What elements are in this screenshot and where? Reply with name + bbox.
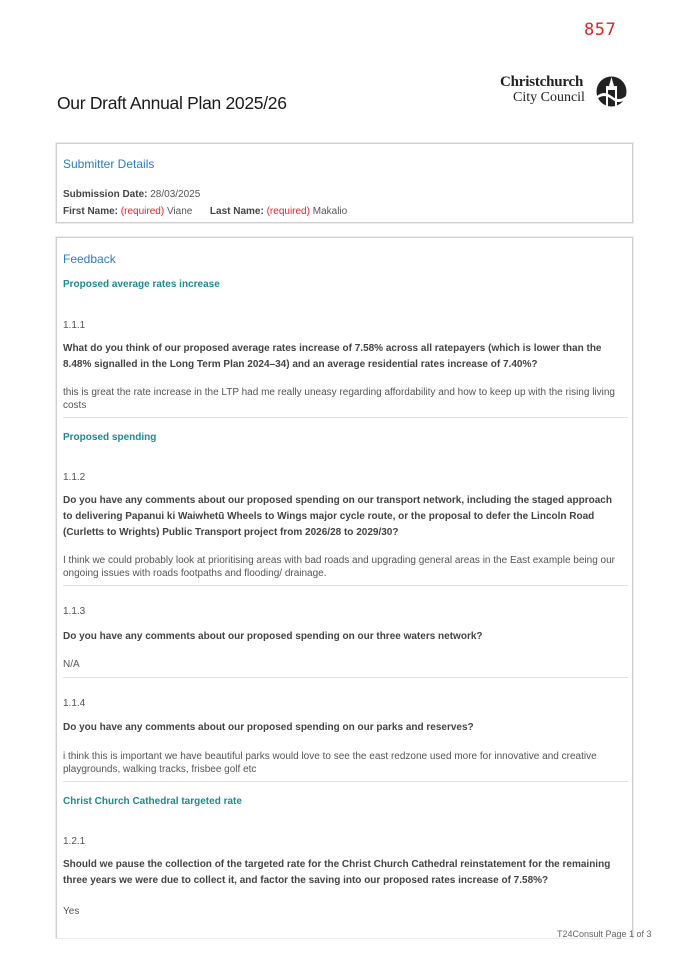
submitter-details-panel [56,143,633,223]
last-name-required: (required) [266,206,310,217]
first-name-label: First Name: [63,206,119,217]
answer-text: this is great the rate increase in the LTP had me really uneasy regarding affordability and how to keep up with the rising living costs [63,387,615,411]
feedback-panel [56,237,633,938]
answer-text: i think this is important we have beautiful parks would love to see the east redzone used more for innovative and creative playgrounds, walking tracks, frisbee golf etc [63,751,597,775]
answer-text: Yes [63,906,80,917]
question-text: Do you have any comments about our proposed spending on our parks and reserves? [63,722,474,733]
answer-text: N/A [63,659,80,670]
council-logo [500,74,628,108]
last-name-label: Last Name: [209,206,264,217]
page-number: 857 [584,20,617,40]
divider [63,781,628,782]
logo-line1: Christchurch [500,74,584,90]
submission-date-row [63,189,200,200]
section-title-cathedral: Christ Church Cathedral targeted rate [63,796,242,807]
first-name-value: Viane [166,206,193,217]
question-text: What do you think of our proposed average rates increase of 7.58% across all ratepayers (which is lower than the 8.48% signalled in the Long Term Plan 2024–34) and an average residential rates increase of 7.40%? [63,343,602,370]
page-footer: T24Consult Page 1 of 3 [557,929,652,939]
answer-text: I think we could probably look at prioritising areas with bad roads and upgrading general areas in the East example being our ongoing issues with roads footpaths and flooding/ drainage. [63,555,616,579]
question-number: 1.2.1 [63,836,86,847]
question-text: Do you have any comments about our proposed spending on our transport network, including the staged approach to delivering Papanui ki Waiwhetū Wheels to Wings major cycle route, or the proposal to defer the Lincoln Road (Curletts to Wrights) Public Transport project from 2026/28 to 2029/30? [63,495,612,538]
cathedral-logo-icon [596,76,627,107]
section-title-rates: Proposed average rates increase [63,279,220,290]
divider [63,677,628,678]
question-text: Should we pause the collection of the targeted rate for the Christ Church Cathedral reinstatement for the remaining three years we were due to collect it, and factor the saving into our proposed rates increase of 7.58%? [63,859,611,886]
question-number: 1.1.3 [63,606,86,617]
name-row [63,206,347,217]
last-name-value: Makalio [312,206,348,217]
section-title-spending: Proposed spending [63,432,157,443]
first-name-required: (required) [120,206,165,217]
question-number: 1.1.4 [63,698,86,709]
submission-date-value: 28/03/2025 [150,189,201,200]
submission-date-label: Submission Date: [63,189,148,200]
divider [63,585,628,586]
submitter-heading: Submitter Details [63,157,155,171]
question-text: Do you have any comments about our proposed spending on our three waters network? [63,631,483,642]
question-number: 1.1.2 [63,472,86,483]
logo-line2: City Council [513,90,585,105]
page-title: Our Draft Annual Plan 2025/26 [57,93,287,113]
divider [63,417,628,418]
feedback-heading: Feedback [63,252,116,266]
question-number: 1.1.1 [63,320,86,331]
